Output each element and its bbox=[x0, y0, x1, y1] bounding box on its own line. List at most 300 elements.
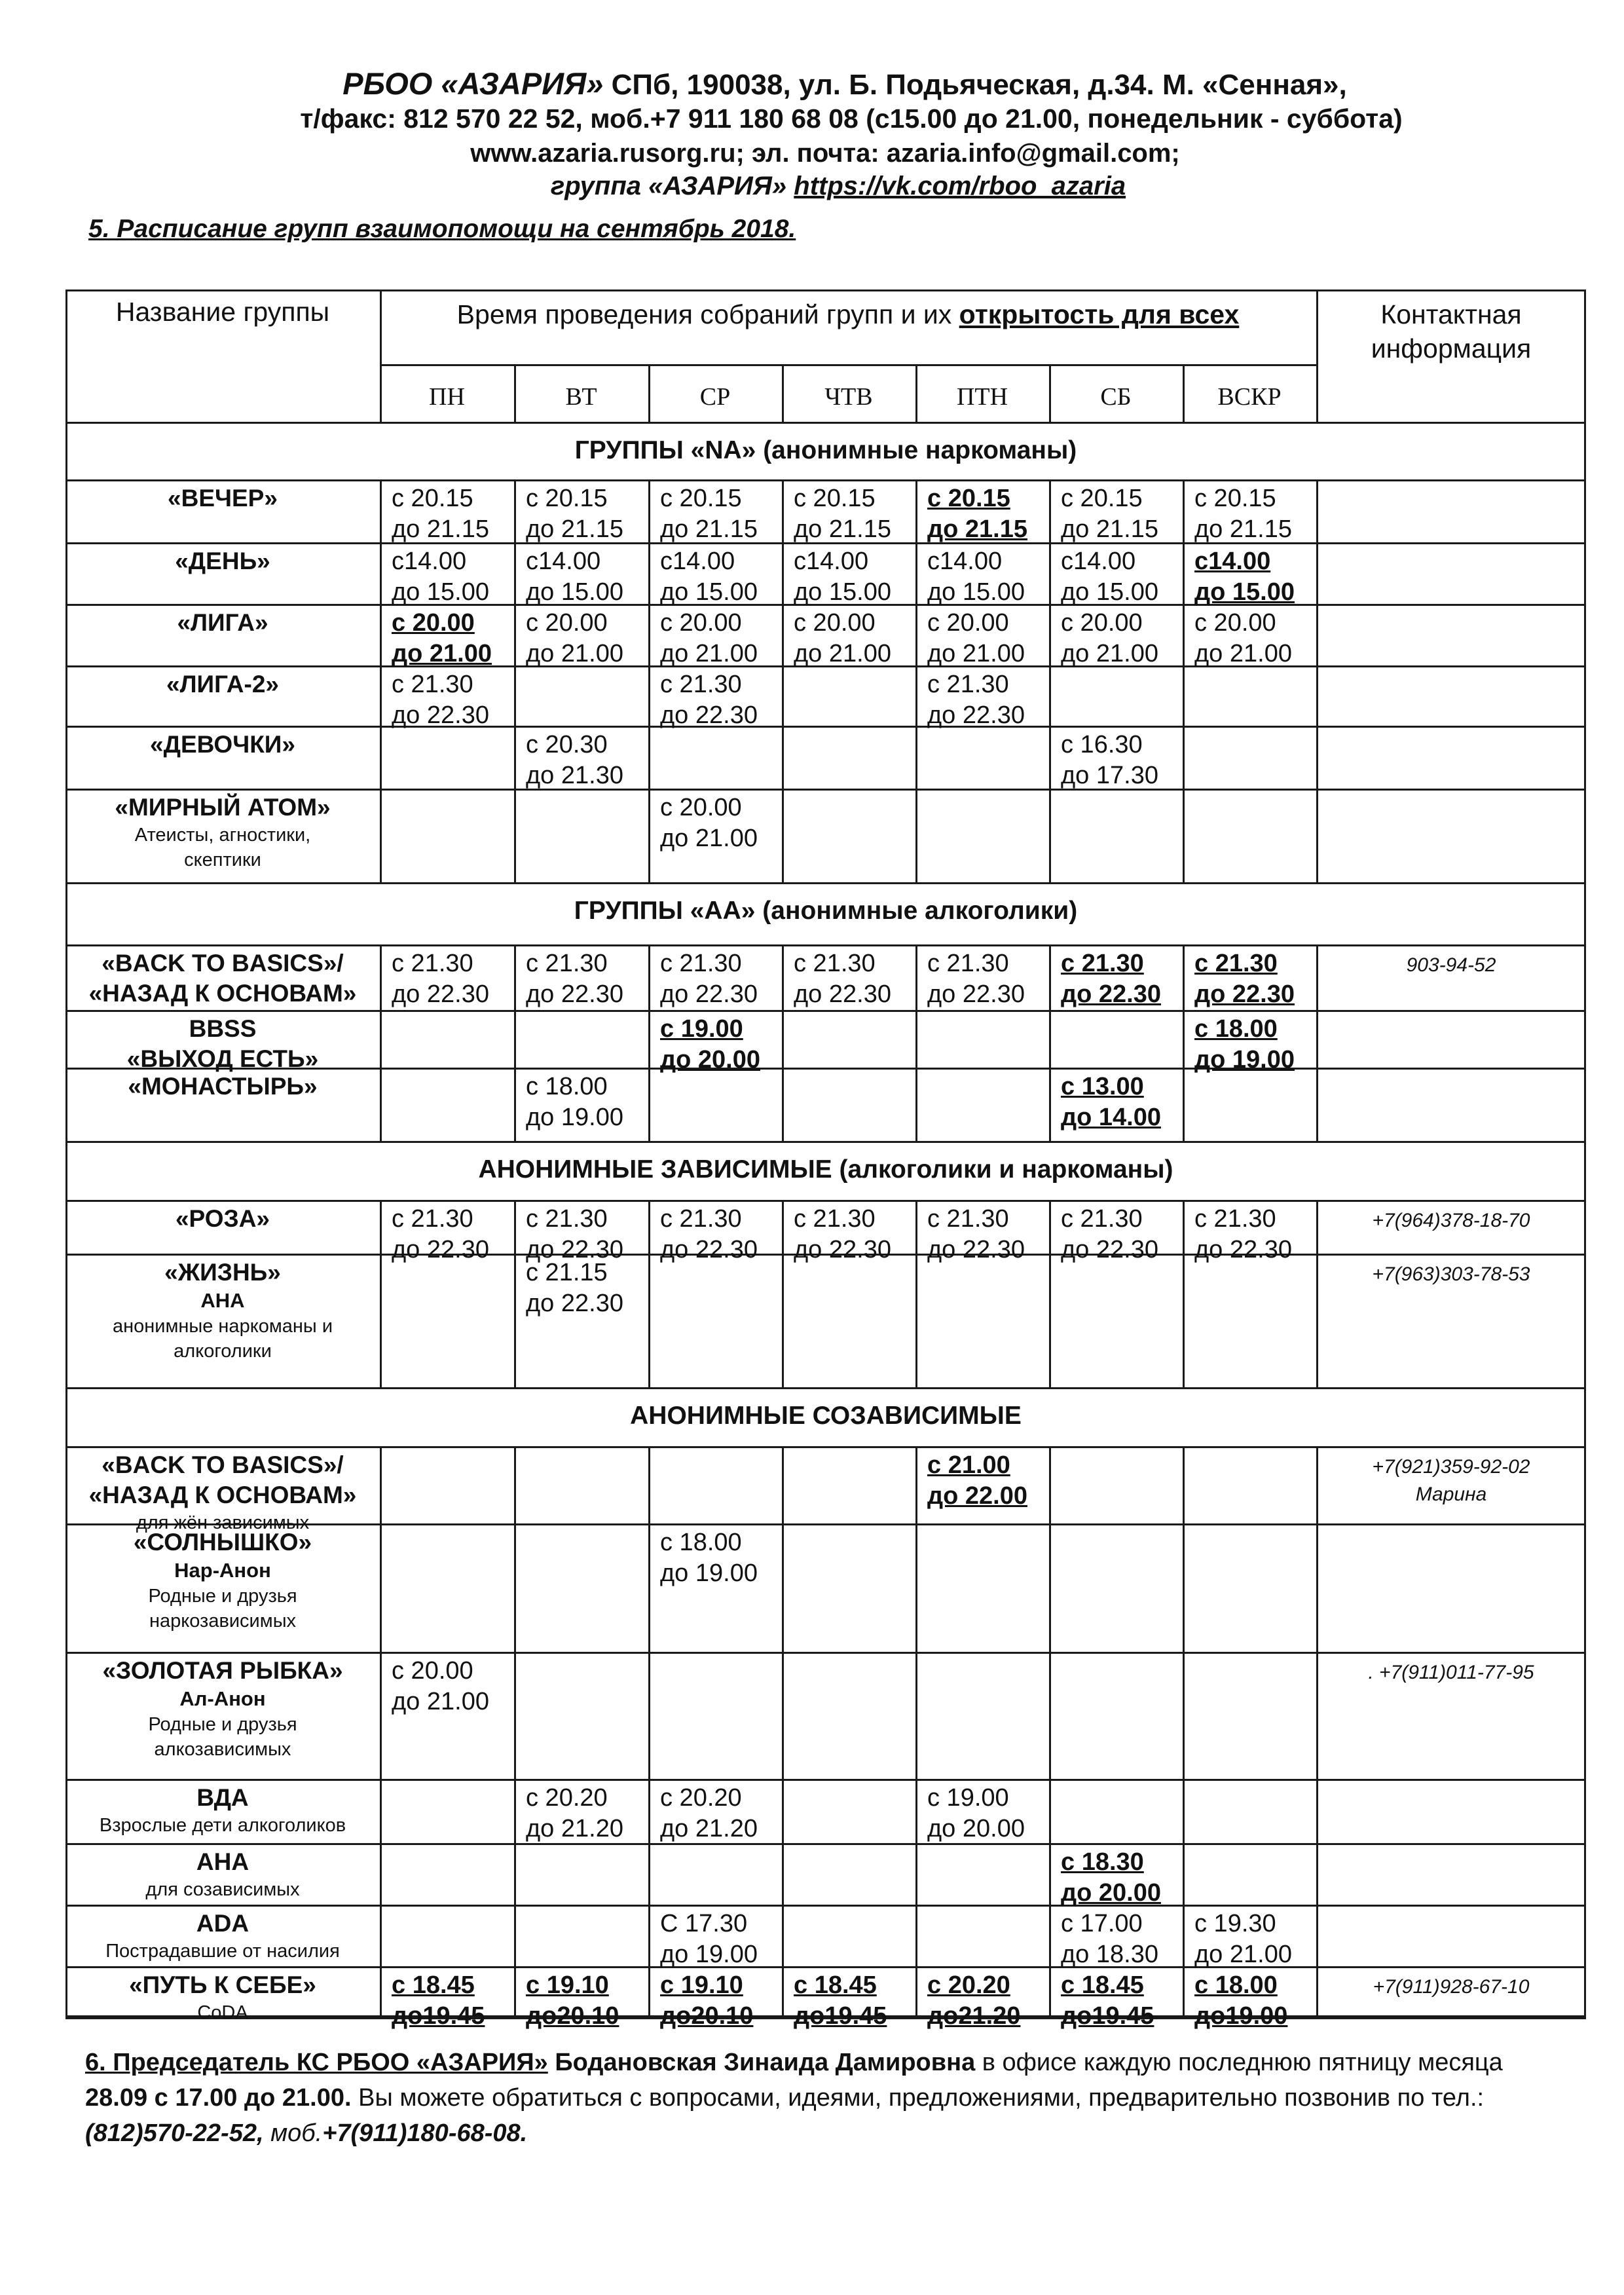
meeting-start-time: с14.00 bbox=[1061, 548, 1136, 575]
day-header-5: СБ bbox=[1100, 383, 1132, 411]
meeting-start-time: с 21.15 bbox=[526, 1259, 608, 1286]
col-rule bbox=[1049, 665, 1051, 726]
col-rule bbox=[1183, 1200, 1185, 1254]
col-rule bbox=[514, 1966, 516, 2017]
col-rule bbox=[1316, 665, 1318, 726]
meeting-end-time: до21.20 bbox=[927, 2002, 1021, 2030]
meeting-end-time: до 21.00 bbox=[794, 640, 891, 667]
col-rule bbox=[1183, 479, 1185, 542]
col-rule bbox=[1183, 665, 1185, 726]
col-rule bbox=[915, 604, 917, 665]
col-rule bbox=[915, 1010, 917, 1068]
meeting-start-time: с 20.20 bbox=[927, 1971, 1010, 1999]
col-rule bbox=[648, 944, 650, 1010]
group-name: ВДА bbox=[196, 1784, 249, 1811]
col-rule bbox=[380, 1966, 382, 2017]
row-rule bbox=[65, 726, 1586, 728]
meeting-start-time: с 19.00 bbox=[927, 1784, 1009, 1812]
col-rule bbox=[514, 1652, 516, 1779]
meeting-end-time: до 15.00 bbox=[660, 578, 758, 606]
meeting-start-time: с 20.15 bbox=[794, 485, 876, 512]
meeting-end-time: до 21.00 bbox=[392, 640, 492, 667]
meeting-end-time: до 19.00 bbox=[1194, 1046, 1295, 1073]
col-rule bbox=[1049, 479, 1051, 542]
chairman-name: Бодановская Зинаида Дамировна bbox=[547, 2049, 976, 2076]
meeting-start-time: с 21.30 bbox=[392, 950, 473, 977]
group-name: «ЛИГА» bbox=[177, 609, 268, 636]
header-line-1 bbox=[0, 65, 1624, 102]
contact-info: Марина bbox=[1415, 1483, 1487, 1505]
section-bottom-rule bbox=[65, 1446, 1586, 1448]
meeting-start-time: с 18.00 bbox=[526, 1073, 608, 1100]
row-rule bbox=[65, 1843, 1586, 1845]
header-time-label: Время проведения собраний групп и их bbox=[456, 299, 959, 329]
meeting-start-time: с 19.00 bbox=[660, 1015, 743, 1043]
meeting-end-time: до 22.30 bbox=[526, 980, 623, 1008]
meeting-start-time: с 18.00 bbox=[1194, 1971, 1278, 1999]
meeting-start-time: с 21.30 bbox=[1061, 1205, 1143, 1233]
col-rule bbox=[514, 1200, 516, 1254]
meeting-end-time: до 22.30 bbox=[794, 980, 891, 1008]
header-web: www.azaria.rusorg.ru; эл. почта: azaria.info@gmail.com; bbox=[470, 139, 1180, 168]
col-rule bbox=[1183, 1446, 1185, 1523]
meeting-end-time: до19.00 bbox=[1194, 2002, 1288, 2030]
col-rule bbox=[380, 1200, 382, 1254]
col-rule bbox=[380, 1523, 382, 1652]
meeting-start-time: с 18.30 bbox=[1061, 1848, 1144, 1876]
col-rule bbox=[1316, 1843, 1318, 1905]
col-rule bbox=[648, 1905, 650, 1966]
schedule-table bbox=[65, 289, 1586, 2030]
meeting-end-time: до 22.30 bbox=[660, 980, 758, 1008]
col-rule bbox=[782, 1523, 784, 1652]
col-rule bbox=[648, 1523, 650, 1652]
col-rule bbox=[915, 1523, 917, 1652]
meeting-start-time: с 21.30 bbox=[526, 950, 608, 977]
meeting-end-time: до 20.00 bbox=[1061, 1879, 1161, 1907]
row-rule bbox=[65, 1010, 1586, 1012]
col-rule bbox=[514, 1068, 516, 1141]
group-name: «ЛИГА-2» bbox=[166, 671, 279, 698]
col-rule bbox=[514, 604, 516, 665]
row-rule bbox=[65, 1141, 1586, 1143]
day-header-3: ЧТВ bbox=[824, 383, 873, 411]
col-rule bbox=[1316, 1905, 1318, 1966]
col-rule bbox=[648, 542, 650, 604]
meeting-end-time: до 15.00 bbox=[1061, 578, 1158, 606]
group-note: Родные и друзья bbox=[148, 1586, 297, 1607]
col-rule bbox=[782, 789, 784, 882]
row-rule bbox=[65, 789, 1586, 791]
meeting-start-time: с 17.00 bbox=[1061, 1910, 1143, 1937]
meeting-start-time: с 20.20 bbox=[660, 1784, 742, 1812]
org-name: РБОО «АЗАРИЯ» bbox=[342, 66, 604, 101]
col-rule bbox=[1049, 1843, 1051, 1905]
col-rule bbox=[648, 1843, 650, 1905]
col-rule bbox=[648, 1010, 650, 1068]
meeting-start-time: с 20.15 bbox=[526, 485, 608, 512]
meeting-start-time: с 18.45 bbox=[794, 1971, 877, 1999]
col-rule bbox=[782, 1446, 784, 1523]
meeting-end-time: до 22.30 bbox=[1061, 980, 1161, 1008]
meeting-start-time: с14.00 bbox=[660, 548, 735, 575]
col-rule bbox=[782, 364, 784, 422]
col-rule bbox=[1049, 604, 1051, 665]
col-rule bbox=[782, 604, 784, 665]
header-contact-info: Контактная информация bbox=[1371, 299, 1532, 364]
header-phones: т/факс: 812 570 22 52, моб.+7 911 180 68 08 (с15.00 до 21.00, понедельник - суббота) bbox=[300, 103, 1403, 134]
mobile-phone: +7(911)180-68-08. bbox=[322, 2119, 528, 2147]
group-name: «НАЗАД К ОСНОВАМ» bbox=[88, 980, 357, 1007]
meeting-start-time: с 21.30 bbox=[1194, 950, 1278, 977]
meeting-start-time: с 21.30 bbox=[927, 950, 1009, 977]
col-rule bbox=[1049, 1068, 1051, 1141]
col-rule bbox=[648, 1254, 650, 1387]
group-name: «BACK TO BASICS»/ bbox=[101, 1451, 344, 1478]
group-name: BBSS bbox=[189, 1015, 257, 1042]
col-rule bbox=[514, 726, 516, 789]
meeting-start-time: с 21.30 bbox=[660, 671, 742, 698]
group-name: АНА bbox=[196, 1848, 249, 1875]
meeting-end-time: до 21.00 bbox=[927, 640, 1025, 667]
col-rule bbox=[915, 364, 917, 422]
col-rule bbox=[782, 1652, 784, 1779]
col-rule bbox=[782, 665, 784, 726]
meeting-start-time: с 20.00 bbox=[526, 609, 608, 637]
col-rule bbox=[648, 604, 650, 665]
col-rule bbox=[1183, 789, 1185, 882]
col-rule bbox=[1049, 944, 1051, 1010]
group-note: алкоголики bbox=[174, 1341, 272, 1362]
col-rule bbox=[648, 1068, 650, 1141]
meeting-end-time: до 20.00 bbox=[660, 1046, 760, 1073]
vk-label: группа «АЗАРИЯ» bbox=[550, 172, 794, 200]
col-rule bbox=[1049, 1966, 1051, 2017]
col-rule bbox=[514, 542, 516, 604]
meeting-end-time: до 21.15 bbox=[392, 515, 489, 543]
col-rule bbox=[782, 1905, 784, 1966]
col-rule bbox=[1316, 726, 1318, 789]
contact-info: +7(921)359-92-02 bbox=[1372, 1456, 1530, 1478]
meeting-end-time: до 19.00 bbox=[526, 1104, 623, 1131]
meeting-end-time: до 15.00 bbox=[526, 578, 623, 606]
meeting-end-time: до 21.15 bbox=[1194, 515, 1292, 543]
meeting-start-time: с 20.15 bbox=[392, 485, 473, 512]
group-name: «ЖИЗНЬ» bbox=[164, 1259, 281, 1286]
col-rule bbox=[915, 1446, 917, 1523]
col-rule bbox=[514, 1905, 516, 1966]
col-rule bbox=[915, 1779, 917, 1843]
col-rule bbox=[1316, 479, 1318, 542]
meeting-end-time: до 21.00 bbox=[660, 640, 758, 667]
col-rule bbox=[380, 1446, 382, 1523]
col-rule bbox=[915, 1905, 917, 1966]
group-program: АНА bbox=[200, 1289, 245, 1312]
meeting-start-time: с 21.30 bbox=[392, 1205, 473, 1233]
col-rule bbox=[380, 289, 382, 422]
group-note: Взрослые дети алкоголиков bbox=[99, 1815, 346, 1836]
col-rule bbox=[1316, 1010, 1318, 1068]
group-name: «МИРНЫЙ АТОМ» bbox=[115, 794, 331, 821]
meeting-end-time: до 22.30 bbox=[392, 980, 489, 1008]
col-rule bbox=[380, 944, 382, 1010]
meeting-end-time: до 21.15 bbox=[1061, 515, 1158, 543]
header-bottom-rule bbox=[65, 422, 1586, 424]
contact-info: 903-94-52 bbox=[1406, 954, 1496, 976]
meeting-start-time: с 21.30 bbox=[927, 671, 1009, 698]
group-name: ADA bbox=[196, 1910, 249, 1937]
col-rule bbox=[648, 1446, 650, 1523]
meeting-start-time: с 21.00 bbox=[927, 1451, 1010, 1479]
meeting-start-time: с 20.00 bbox=[927, 609, 1009, 637]
col-rule bbox=[782, 1254, 784, 1387]
col-rule bbox=[648, 1200, 650, 1254]
meeting-end-time: до 22.30 bbox=[1061, 1236, 1158, 1263]
col-rule bbox=[648, 479, 650, 542]
meeting-start-time: с 20.15 bbox=[927, 485, 1010, 512]
col-rule bbox=[1183, 1254, 1185, 1387]
meeting-start-time: с 21.30 bbox=[927, 1205, 1009, 1233]
meeting-start-time: с 21.30 bbox=[660, 1205, 742, 1233]
footer-text-1: в офисе каждую последнюю пятницу месяца bbox=[975, 2049, 1503, 2076]
footer-text-2: Вы можете обратиться с вопросами, идеями, предложениями, предварительно позвонив по тел.: bbox=[351, 2084, 1485, 2112]
row-rule bbox=[65, 882, 1586, 884]
col-rule bbox=[1316, 1779, 1318, 1843]
meeting-start-time: с 13.00 bbox=[1061, 1073, 1144, 1100]
col-rule bbox=[380, 542, 382, 604]
meeting-end-time: до 21.00 bbox=[1061, 640, 1158, 667]
footer-title: 6. Председатель КС РБОО «АЗАРИЯ» bbox=[85, 2049, 548, 2076]
col-rule bbox=[380, 1652, 382, 1779]
section-title-3: АНОНИМНЫЕ СОЗАВИСИМЫЕ bbox=[630, 1402, 1022, 1430]
mobile-label: моб. bbox=[270, 2119, 323, 2147]
col-rule bbox=[782, 1966, 784, 2017]
col-rule bbox=[514, 364, 516, 422]
meeting-start-time: с 20.00 bbox=[1061, 609, 1143, 637]
meeting-start-time: с14.00 bbox=[1194, 548, 1271, 575]
meeting-end-time: до 22.30 bbox=[392, 701, 489, 729]
row-rule bbox=[65, 1387, 1586, 1389]
meeting-start-time: с 18.45 bbox=[392, 1971, 475, 1999]
org-address: СПб, 190038, ул. Б. Подьяческая, д.34. М. «Сенная», bbox=[603, 69, 1347, 101]
col-rule bbox=[915, 944, 917, 1010]
col-rule bbox=[648, 1652, 650, 1779]
meeting-end-time: до 20.00 bbox=[927, 1815, 1025, 1842]
col-rule bbox=[1183, 1010, 1185, 1068]
meeting-end-time: до20.10 bbox=[660, 2002, 754, 2030]
meeting-start-time: с 21.30 bbox=[794, 1205, 876, 1233]
meeting-end-time: до 21.00 bbox=[1194, 640, 1292, 667]
meeting-end-time: до19.45 bbox=[794, 2002, 887, 2030]
col-rule bbox=[915, 1068, 917, 1141]
col-rule bbox=[380, 1843, 382, 1905]
group-name: «ПУТЬ К СЕБЕ» bbox=[129, 1971, 316, 1998]
meeting-start-time: с 20.00 bbox=[794, 609, 876, 637]
col-rule bbox=[648, 364, 650, 422]
col-rule bbox=[915, 1200, 917, 1254]
col-rule bbox=[915, 1254, 917, 1387]
meeting-end-time: до 21.30 bbox=[526, 762, 623, 789]
section-title-1: ГРУППЫ «АА» (анонимные алкоголики) bbox=[574, 897, 1078, 925]
row-rule bbox=[65, 1905, 1586, 1907]
table-border-right bbox=[1584, 289, 1586, 2017]
day-header-6: ВСКР bbox=[1217, 383, 1282, 411]
meeting-end-time: до 19.00 bbox=[660, 1559, 758, 1587]
col-rule bbox=[782, 726, 784, 789]
group-program: Ал-Анон bbox=[179, 1687, 266, 1710]
meeting-start-time: с 21.30 bbox=[526, 1205, 608, 1233]
section-5-title: 5. Расписание групп взаимопомощи на сентябрь 2018. bbox=[88, 215, 796, 243]
col-rule bbox=[648, 665, 650, 726]
section-bottom-rule bbox=[65, 1200, 1586, 1202]
meeting-start-time: с 20.00 bbox=[392, 1657, 473, 1685]
col-rule bbox=[915, 665, 917, 726]
day-header-4: ПТН bbox=[956, 383, 1008, 411]
col-rule bbox=[514, 1446, 516, 1523]
meeting-end-time: до 21.15 bbox=[526, 515, 623, 543]
col-rule bbox=[648, 726, 650, 789]
group-program: Нар-Анон bbox=[174, 1559, 271, 1582]
row-rule bbox=[65, 1966, 1586, 1968]
col-rule bbox=[1049, 1779, 1051, 1843]
meeting-start-time: с 21.30 bbox=[794, 950, 876, 977]
col-rule bbox=[1183, 726, 1185, 789]
col-rule bbox=[648, 1779, 650, 1843]
col-rule bbox=[380, 1010, 382, 1068]
col-rule bbox=[380, 479, 382, 542]
meeting-date: 28.09 с 17.00 до 21.00. bbox=[85, 2084, 352, 2112]
group-note: наркозависимых bbox=[149, 1611, 297, 1632]
meeting-start-time: с 19.30 bbox=[1194, 1910, 1276, 1937]
meeting-end-time: до 22.30 bbox=[927, 701, 1025, 729]
section-bottom-rule bbox=[65, 479, 1586, 481]
group-note: алкозависимых bbox=[154, 1739, 291, 1760]
row-rule bbox=[65, 1652, 1586, 1654]
meeting-end-time: до 21.15 bbox=[660, 515, 758, 543]
office-phone: (812)570-22-52, bbox=[85, 2119, 271, 2147]
meeting-end-time: до 21.00 bbox=[392, 1688, 489, 1715]
col-rule bbox=[782, 1779, 784, 1843]
contact-info: +7(963)303-78-53 bbox=[1372, 1263, 1530, 1285]
col-rule bbox=[1316, 289, 1318, 422]
meeting-start-time: с 20.00 bbox=[660, 609, 742, 637]
col-rule bbox=[1183, 1068, 1185, 1141]
col-rule bbox=[514, 665, 516, 726]
col-rule bbox=[514, 1010, 516, 1068]
meeting-start-time: с14.00 bbox=[794, 548, 869, 575]
col-rule bbox=[1183, 1905, 1185, 1966]
meeting-start-time: с 20.00 bbox=[660, 794, 742, 821]
meeting-end-time: до 21.00 bbox=[1194, 1941, 1292, 1968]
col-rule bbox=[1049, 1254, 1051, 1387]
col-rule bbox=[915, 726, 917, 789]
meeting-start-time: с 19.10 bbox=[526, 1971, 609, 1999]
col-rule bbox=[1049, 364, 1051, 422]
col-rule bbox=[1316, 1523, 1318, 1652]
section-title-2: АНОНИМНЫЕ ЗАВИСИМЫЕ (алкоголики и наркоманы) bbox=[478, 1155, 1173, 1184]
meeting-start-time: с14.00 bbox=[927, 548, 1003, 575]
meeting-end-time: до 22.30 bbox=[794, 1236, 891, 1263]
col-rule bbox=[380, 1068, 382, 1141]
col-rule bbox=[380, 604, 382, 665]
meeting-end-time: до 21.15 bbox=[794, 515, 891, 543]
meeting-start-time: с 18.00 bbox=[660, 1529, 742, 1556]
meeting-end-time: до 18.30 bbox=[1061, 1941, 1158, 1968]
col-rule bbox=[915, 1652, 917, 1779]
meeting-start-time: с 20.15 bbox=[1061, 485, 1143, 512]
col-rule bbox=[514, 944, 516, 1010]
meeting-end-time: до 19.00 bbox=[660, 1941, 758, 1968]
meeting-start-time: с 21.30 bbox=[660, 950, 742, 977]
meeting-start-time: с 20.30 bbox=[526, 731, 608, 758]
meeting-end-time: до 15.00 bbox=[794, 578, 891, 606]
meeting-end-time: до19.45 bbox=[1061, 2002, 1154, 2030]
vk-link[interactable]: https://vk.com/rboo_azaria bbox=[794, 172, 1126, 200]
header-group-name: Название группы bbox=[115, 297, 330, 327]
col-rule bbox=[782, 1843, 784, 1905]
day-header-1: ВТ bbox=[565, 383, 597, 411]
col-rule bbox=[1049, 1010, 1051, 1068]
group-note: скептики bbox=[184, 849, 261, 870]
meeting-end-time: до 14.00 bbox=[1061, 1104, 1161, 1131]
col-rule bbox=[1049, 1446, 1051, 1523]
col-rule bbox=[1049, 726, 1051, 789]
row-rule bbox=[65, 1779, 1586, 1781]
col-rule bbox=[782, 1200, 784, 1254]
meeting-end-time: до 21.20 bbox=[660, 1815, 758, 1842]
meeting-end-time: до 22.30 bbox=[526, 1290, 623, 1317]
col-rule bbox=[514, 789, 516, 882]
meeting-end-time: до 22.00 bbox=[927, 1482, 1027, 1510]
contact-info: +7(964)378-18-70 bbox=[1372, 1210, 1530, 1231]
col-rule bbox=[1316, 1068, 1318, 1141]
meeting-end-time: до 22.30 bbox=[927, 980, 1025, 1008]
meeting-end-time: до 21.00 bbox=[526, 640, 623, 667]
col-rule bbox=[1183, 1966, 1185, 2017]
col-rule bbox=[1183, 1652, 1185, 1779]
group-name: «BACK TO BASICS»/ bbox=[101, 950, 344, 977]
col-rule bbox=[915, 542, 917, 604]
day-header-0: ПН bbox=[429, 383, 465, 411]
col-rule bbox=[380, 1905, 382, 1966]
meeting-start-time: с 18.45 bbox=[1061, 1971, 1144, 1999]
day-header-2: СР bbox=[699, 383, 731, 411]
col-rule bbox=[1183, 944, 1185, 1010]
col-rule bbox=[1183, 1779, 1185, 1843]
meeting-end-time: до 21.00 bbox=[660, 825, 758, 852]
group-name: «ВЫХОД ЕСТЬ» bbox=[126, 1045, 319, 1072]
meeting-end-time: до 22.30 bbox=[1194, 980, 1295, 1008]
meeting-end-time: до19.45 bbox=[392, 2002, 485, 2030]
group-note: Пострадавшие от насилия bbox=[105, 1941, 340, 1962]
section-bottom-rule bbox=[65, 944, 1586, 946]
meeting-start-time: с 20.20 bbox=[526, 1784, 608, 1812]
group-name: «РОЗА» bbox=[175, 1205, 270, 1232]
col-rule bbox=[1049, 1905, 1051, 1966]
meeting-end-time: до20.10 bbox=[526, 2002, 619, 2030]
group-note: CoDA bbox=[197, 2002, 248, 2023]
meeting-end-time: до 22.30 bbox=[1194, 1236, 1292, 1263]
header-meeting-times bbox=[380, 297, 1316, 331]
header-vk bbox=[0, 172, 1624, 201]
col-rule bbox=[1049, 1200, 1051, 1254]
group-note: для созависимых bbox=[145, 1879, 300, 1900]
col-rule bbox=[1183, 364, 1185, 422]
meeting-start-time: с 20.00 bbox=[392, 609, 475, 637]
group-name: «ЗОЛОТАЯ РЫБКА» bbox=[102, 1657, 343, 1684]
group-name: «ДЕНЬ» bbox=[175, 548, 270, 574]
col-rule bbox=[1183, 1843, 1185, 1905]
